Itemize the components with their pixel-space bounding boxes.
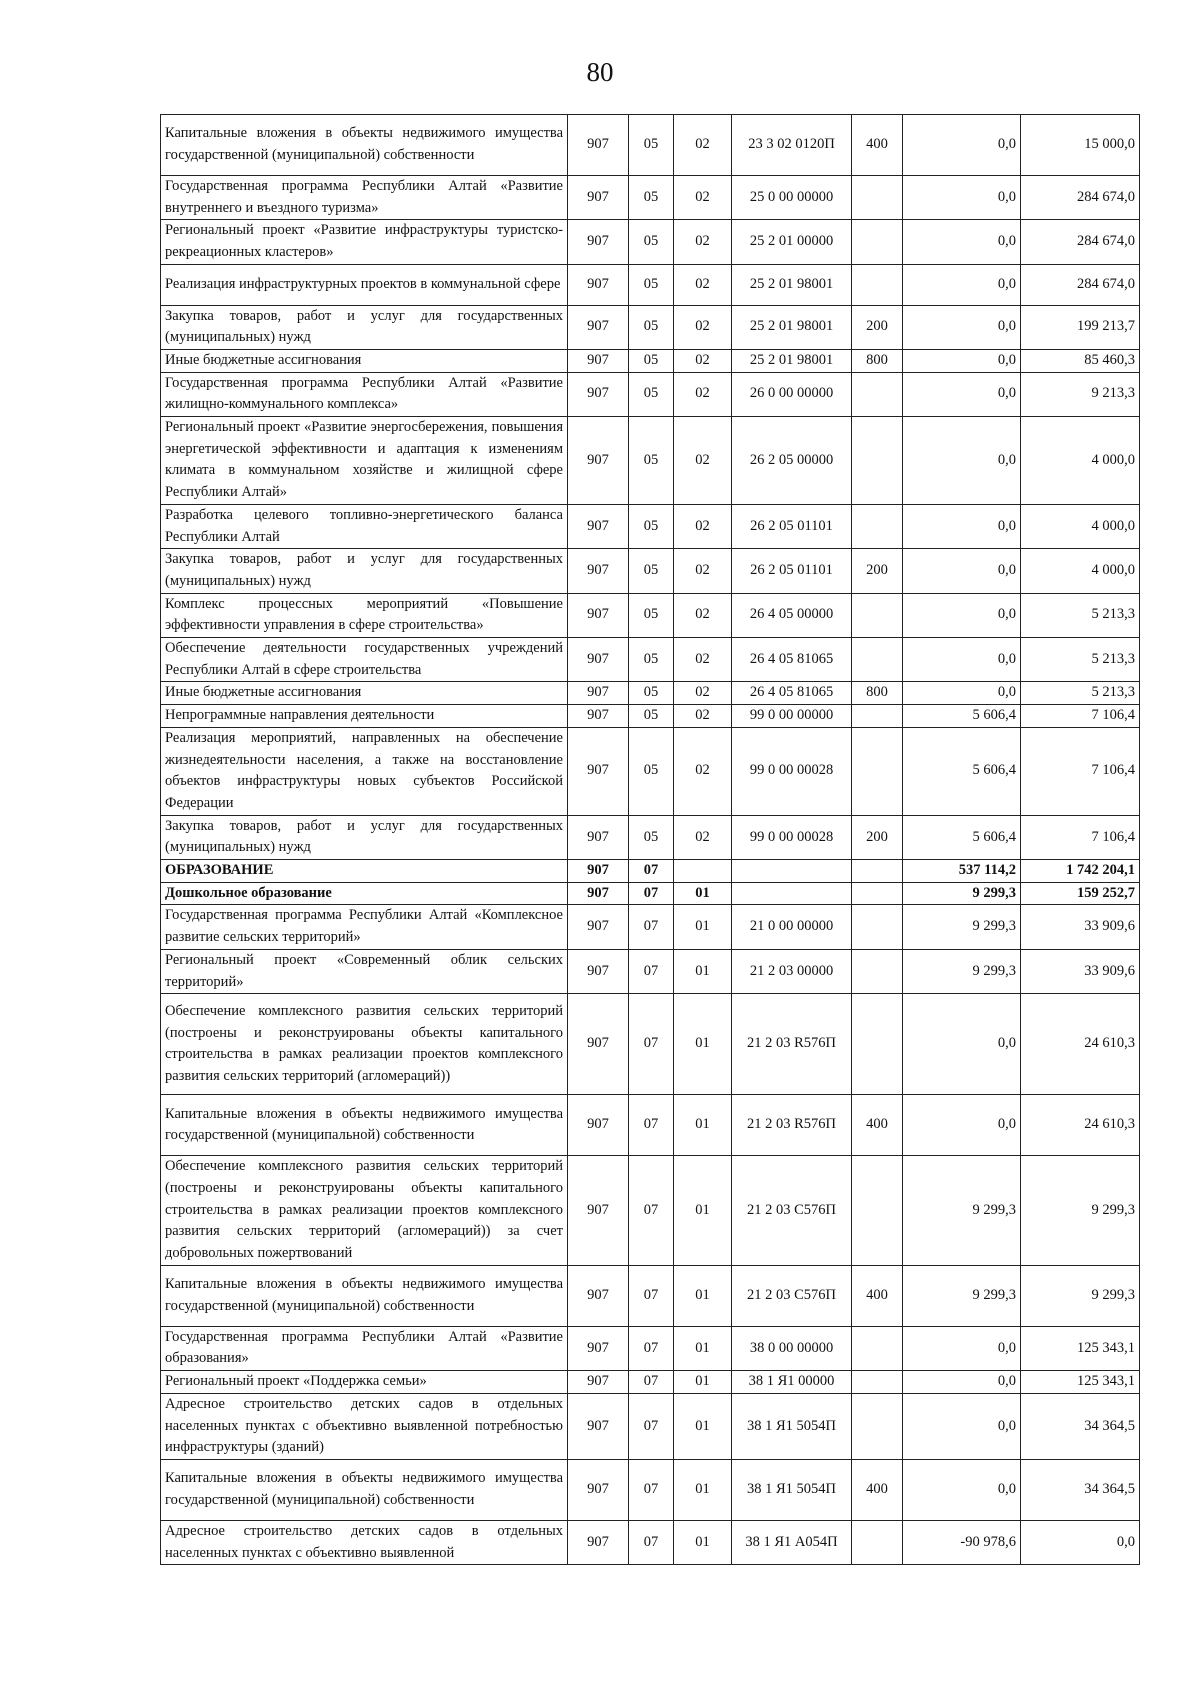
cell-amount-1: 0,0	[903, 1095, 1021, 1156]
cell-target-article: 99 0 00 00028	[732, 815, 852, 859]
table-row	[161, 905, 1140, 949]
cell-amount-1: 0,0	[903, 175, 1021, 219]
cell-ministry-code: 907	[568, 220, 629, 264]
cell-ministry-code: 907	[568, 175, 629, 219]
cell-name: Обеспечение деятельности государственных учреждений Республики Алтай в сфере строительства	[161, 638, 568, 682]
cell-expense-type	[852, 705, 903, 728]
cell-section: 05	[629, 638, 674, 682]
cell-subsection: 02	[674, 549, 732, 593]
table-row	[161, 264, 1140, 305]
cell-amount-1: 0,0	[903, 349, 1021, 372]
cell-subsection: 02	[674, 593, 732, 637]
cell-section: 07	[629, 860, 674, 883]
cell-amount-2: 9 299,3	[1021, 1156, 1140, 1266]
cell-amount-1: 0,0	[903, 115, 1021, 176]
cell-section: 07	[629, 1326, 674, 1370]
cell-amount-2: 5 213,3	[1021, 638, 1140, 682]
cell-target-article: 26 0 00 00000	[732, 372, 852, 416]
cell-section: 05	[629, 305, 674, 349]
cell-name: Капитальные вложения в объекты недвижимого имущества государственной (муниципальной) собственности	[161, 1459, 568, 1520]
cell-ministry-code: 907	[568, 593, 629, 637]
cell-ministry-code: 907	[568, 949, 629, 993]
cell-ministry-code: 907	[568, 115, 629, 176]
cell-expense-type	[852, 1156, 903, 1266]
cell-amount-2: 15 000,0	[1021, 115, 1140, 176]
cell-amount-1: 0,0	[903, 549, 1021, 593]
cell-target-article: 26 4 05 00000	[732, 593, 852, 637]
cell-name: Реализация инфраструктурных проектов в коммунальной сфере	[161, 264, 568, 305]
cell-ministry-code: 907	[568, 638, 629, 682]
cell-section: 05	[629, 349, 674, 372]
cell-amount-1: 0,0	[903, 1326, 1021, 1370]
cell-name: Региональный проект «Развитие инфраструктуры туристско-рекреационных кластеров»	[161, 220, 568, 264]
table-row	[161, 504, 1140, 548]
table-row	[161, 949, 1140, 993]
cell-section: 05	[629, 682, 674, 705]
cell-amount-1: 0,0	[903, 1371, 1021, 1394]
table-row	[161, 1326, 1140, 1370]
cell-expense-type	[852, 372, 903, 416]
cell-amount-1: 5 606,4	[903, 705, 1021, 728]
cell-amount-2: 4 000,0	[1021, 504, 1140, 548]
cell-amount-2: 7 106,4	[1021, 705, 1140, 728]
cell-name: Реализация мероприятий, направленных на обеспечение жизнедеятельности населения, а также на восстановление объектов инфраструктуры новых субъектов Российской Федерации	[161, 727, 568, 815]
cell-target-article: 21 2 03 R576П	[732, 1095, 852, 1156]
cell-subsection: 02	[674, 417, 732, 505]
cell-amount-2: 33 909,6	[1021, 949, 1140, 993]
cell-subsection: 01	[674, 1265, 732, 1326]
cell-name: Капитальные вложения в объекты недвижимого имущества государственной (муниципальной) собственности	[161, 115, 568, 176]
cell-section: 07	[629, 882, 674, 905]
cell-section: 07	[629, 994, 674, 1095]
cell-ministry-code: 907	[568, 815, 629, 859]
cell-amount-2: 5 213,3	[1021, 682, 1140, 705]
cell-name: Адресное строительство детских садов в отдельных населенных пунктах с объективно выявленной потребностью инфраструктуры (зданий)	[161, 1393, 568, 1459]
cell-ministry-code: 907	[568, 905, 629, 949]
cell-section: 07	[629, 949, 674, 993]
cell-expense-type	[852, 1326, 903, 1370]
cell-target-article: 99 0 00 00028	[732, 727, 852, 815]
cell-amount-2: 33 909,6	[1021, 905, 1140, 949]
cell-amount-1: 537 114,2	[903, 860, 1021, 883]
cell-target-article	[732, 860, 852, 883]
cell-expense-type	[852, 1520, 903, 1564]
table-row	[161, 349, 1140, 372]
cell-subsection: 02	[674, 349, 732, 372]
cell-section: 05	[629, 705, 674, 728]
table-row	[161, 1265, 1140, 1326]
cell-section: 07	[629, 905, 674, 949]
cell-expense-type: 200	[852, 549, 903, 593]
cell-target-article: 21 2 03 C576П	[732, 1265, 852, 1326]
cell-ministry-code: 907	[568, 417, 629, 505]
cell-amount-2: 9 213,3	[1021, 372, 1140, 416]
table-body	[161, 115, 1140, 1565]
cell-target-article: 25 2 01 98001	[732, 349, 852, 372]
cell-subsection: 02	[674, 372, 732, 416]
cell-amount-1: 0,0	[903, 1393, 1021, 1459]
table-row	[161, 1393, 1140, 1459]
cell-expense-type	[852, 882, 903, 905]
cell-expense-type	[852, 638, 903, 682]
cell-section: 07	[629, 1393, 674, 1459]
cell-amount-2: 0,0	[1021, 1520, 1140, 1564]
cell-ministry-code: 907	[568, 1326, 629, 1370]
cell-subsection: 01	[674, 1520, 732, 1564]
cell-section: 05	[629, 815, 674, 859]
cell-subsection: 02	[674, 815, 732, 859]
cell-target-article: 38 0 00 00000	[732, 1326, 852, 1370]
cell-name: Обеспечение комплексного развития сельских территорий (построены и реконструированы объекты капитального строительства в рамках реализации проектов комплексного развития сельских территорий (агломераций)) за счет добровольных пожертвований	[161, 1156, 568, 1266]
cell-ministry-code: 907	[568, 1371, 629, 1394]
cell-target-article: 25 2 01 98001	[732, 305, 852, 349]
table-row	[161, 882, 1140, 905]
cell-expense-type: 800	[852, 682, 903, 705]
cell-subsection: 01	[674, 1095, 732, 1156]
cell-subsection: 02	[674, 727, 732, 815]
cell-expense-type	[852, 860, 903, 883]
cell-section: 05	[629, 115, 674, 176]
cell-amount-2: 125 343,1	[1021, 1371, 1140, 1394]
cell-section: 05	[629, 372, 674, 416]
table-row	[161, 815, 1140, 859]
cell-subsection: 02	[674, 115, 732, 176]
table-row	[161, 175, 1140, 219]
cell-amount-1: 0,0	[903, 372, 1021, 416]
cell-section: 07	[629, 1459, 674, 1520]
cell-section: 07	[629, 1095, 674, 1156]
table-row	[161, 1459, 1140, 1520]
cell-amount-1: 0,0	[903, 638, 1021, 682]
cell-amount-1: 0,0	[903, 1459, 1021, 1520]
cell-amount-2: 9 299,3	[1021, 1265, 1140, 1326]
cell-ministry-code: 907	[568, 1393, 629, 1459]
cell-target-article: 25 0 00 00000	[732, 175, 852, 219]
cell-ministry-code: 907	[568, 705, 629, 728]
cell-target-article: 21 2 03 00000	[732, 949, 852, 993]
cell-target-article: 21 0 00 00000	[732, 905, 852, 949]
cell-amount-2: 4 000,0	[1021, 417, 1140, 505]
cell-amount-1: -90 978,6	[903, 1520, 1021, 1564]
cell-amount-2: 85 460,3	[1021, 349, 1140, 372]
cell-name: Непрограммные направления деятельности	[161, 705, 568, 728]
table-row	[161, 638, 1140, 682]
table-row	[161, 593, 1140, 637]
cell-section: 05	[629, 593, 674, 637]
cell-target-article: 99 0 00 00000	[732, 705, 852, 728]
cell-amount-1: 9 299,3	[903, 1265, 1021, 1326]
cell-expense-type	[852, 175, 903, 219]
cell-expense-type: 800	[852, 349, 903, 372]
cell-amount-2: 5 213,3	[1021, 593, 1140, 637]
table-row	[161, 1520, 1140, 1564]
table-row	[161, 220, 1140, 264]
cell-amount-1: 0,0	[903, 994, 1021, 1095]
cell-expense-type	[852, 1371, 903, 1394]
cell-name: Региональный проект «Поддержка семьи»	[161, 1371, 568, 1394]
cell-amount-2: 125 343,1	[1021, 1326, 1140, 1370]
cell-section: 05	[629, 175, 674, 219]
cell-expense-type	[852, 727, 903, 815]
cell-section: 05	[629, 727, 674, 815]
cell-name: Государственная программа Республики Алтай «Развитие жилищно-коммунального комплекса»	[161, 372, 568, 416]
table-row	[161, 682, 1140, 705]
cell-amount-1: 0,0	[903, 264, 1021, 305]
cell-ministry-code: 907	[568, 1156, 629, 1266]
cell-subsection: 02	[674, 264, 732, 305]
cell-ministry-code: 907	[568, 882, 629, 905]
cell-subsection: 02	[674, 504, 732, 548]
cell-amount-2: 4 000,0	[1021, 549, 1140, 593]
cell-name: Региональный проект «Современный облик сельских территорий»	[161, 949, 568, 993]
cell-subsection	[674, 860, 732, 883]
cell-amount-1: 0,0	[903, 504, 1021, 548]
cell-amount-2: 159 252,7	[1021, 882, 1140, 905]
cell-amount-2: 199 213,7	[1021, 305, 1140, 349]
cell-target-article: 26 4 05 81065	[732, 682, 852, 705]
cell-amount-1: 9 299,3	[903, 949, 1021, 993]
cell-expense-type	[852, 264, 903, 305]
cell-target-article: 38 1 Я1 00000	[732, 1371, 852, 1394]
cell-name: Капитальные вложения в объекты недвижимого имущества государственной (муниципальной) собственности	[161, 1265, 568, 1326]
cell-section: 05	[629, 220, 674, 264]
cell-expense-type: 200	[852, 305, 903, 349]
cell-ministry-code: 907	[568, 349, 629, 372]
cell-amount-2: 34 364,5	[1021, 1459, 1140, 1520]
cell-ministry-code: 907	[568, 1095, 629, 1156]
cell-target-article: 21 2 03 C576П	[732, 1156, 852, 1266]
table-row	[161, 860, 1140, 883]
table-row	[161, 549, 1140, 593]
cell-target-article: 38 1 Я1 А054П	[732, 1520, 852, 1564]
cell-amount-1: 9 299,3	[903, 1156, 1021, 1266]
cell-name: Закупка товаров, работ и услуг для государственных (муниципальных) нужд	[161, 549, 568, 593]
cell-name: Капитальные вложения в объекты недвижимого имущества государственной (муниципальной) собственности	[161, 1095, 568, 1156]
cell-ministry-code: 907	[568, 682, 629, 705]
table-row	[161, 417, 1140, 505]
cell-amount-2: 24 610,3	[1021, 1095, 1140, 1156]
cell-amount-2: 1 742 204,1	[1021, 860, 1140, 883]
cell-amount-1: 5 606,4	[903, 727, 1021, 815]
cell-name: ОБРАЗОВАНИЕ	[161, 860, 568, 883]
cell-amount-2: 7 106,4	[1021, 815, 1140, 859]
cell-name: Адресное строительство детских садов в отдельных населенных пунктах с объективно выявленной	[161, 1520, 568, 1564]
cell-amount-1: 0,0	[903, 417, 1021, 505]
table-row	[161, 1095, 1140, 1156]
cell-section: 07	[629, 1265, 674, 1326]
cell-target-article: 38 1 Я1 5054П	[732, 1393, 852, 1459]
cell-ministry-code: 907	[568, 727, 629, 815]
cell-ministry-code: 907	[568, 994, 629, 1095]
cell-name: Разработка целевого топливно-энергетического баланса Республики Алтай	[161, 504, 568, 548]
table-row	[161, 705, 1140, 728]
cell-target-article: 23 3 02 0120П	[732, 115, 852, 176]
cell-subsection: 01	[674, 1156, 732, 1266]
cell-subsection: 01	[674, 882, 732, 905]
cell-ministry-code: 907	[568, 860, 629, 883]
cell-name: Государственная программа Республики Алтай «Развитие образования»	[161, 1326, 568, 1370]
cell-subsection: 01	[674, 1459, 732, 1520]
cell-amount-1: 0,0	[903, 220, 1021, 264]
cell-target-article: 26 2 05 00000	[732, 417, 852, 505]
cell-name: Дошкольное образование	[161, 882, 568, 905]
cell-name: Обеспечение комплексного развития сельских территорий (построены и реконструированы объекты капитального строительства в рамках реализации проектов комплексного развития сельских территорий (агломераций))	[161, 994, 568, 1095]
cell-target-article: 21 2 03 R576П	[732, 994, 852, 1095]
cell-amount-2: 284 674,0	[1021, 264, 1140, 305]
cell-subsection: 01	[674, 1393, 732, 1459]
cell-expense-type	[852, 1393, 903, 1459]
cell-target-article: 26 2 05 01101	[732, 549, 852, 593]
cell-ministry-code: 907	[568, 1459, 629, 1520]
cell-section: 05	[629, 417, 674, 505]
cell-target-article: 25 2 01 00000	[732, 220, 852, 264]
cell-ministry-code: 907	[568, 1265, 629, 1326]
cell-expense-type: 400	[852, 1095, 903, 1156]
cell-expense-type	[852, 994, 903, 1095]
cell-target-article: 38 1 Я1 5054П	[732, 1459, 852, 1520]
cell-amount-1: 0,0	[903, 682, 1021, 705]
table-row	[161, 1371, 1140, 1394]
cell-name: Иные бюджетные ассигнования	[161, 349, 568, 372]
cell-amount-2: 7 106,4	[1021, 727, 1140, 815]
cell-section: 07	[629, 1371, 674, 1394]
cell-name: Закупка товаров, работ и услуг для государственных (муниципальных) нужд	[161, 305, 568, 349]
cell-target-article: 26 2 05 01101	[732, 504, 852, 548]
cell-expense-type	[852, 949, 903, 993]
table-row	[161, 115, 1140, 176]
cell-expense-type: 400	[852, 115, 903, 176]
cell-section: 07	[629, 1520, 674, 1564]
cell-target-article	[732, 882, 852, 905]
cell-amount-2: 284 674,0	[1021, 220, 1140, 264]
table-row	[161, 727, 1140, 815]
cell-subsection: 01	[674, 905, 732, 949]
cell-ministry-code: 907	[568, 549, 629, 593]
cell-amount-2: 24 610,3	[1021, 994, 1140, 1095]
cell-expense-type	[852, 905, 903, 949]
budget-table	[160, 114, 1140, 1565]
cell-ministry-code: 907	[568, 504, 629, 548]
cell-amount-1: 5 606,4	[903, 815, 1021, 859]
cell-ministry-code: 907	[568, 1520, 629, 1564]
cell-subsection: 02	[674, 175, 732, 219]
cell-amount-2: 284 674,0	[1021, 175, 1140, 219]
cell-subsection: 02	[674, 705, 732, 728]
cell-ministry-code: 907	[568, 264, 629, 305]
cell-amount-1: 0,0	[903, 305, 1021, 349]
cell-expense-type	[852, 220, 903, 264]
cell-section: 05	[629, 264, 674, 305]
cell-subsection: 01	[674, 1326, 732, 1370]
cell-expense-type	[852, 417, 903, 505]
cell-subsection: 01	[674, 949, 732, 993]
cell-subsection: 02	[674, 220, 732, 264]
cell-name: Региональный проект «Развитие энергосбережения, повышения энергетической эффективности и адаптация к изменениям климата в коммунальном хозяйстве и жилищной сфере Республики Алтай»	[161, 417, 568, 505]
cell-amount-2: 34 364,5	[1021, 1393, 1140, 1459]
cell-amount-1: 9 299,3	[903, 905, 1021, 949]
cell-section: 05	[629, 549, 674, 593]
cell-expense-type: 200	[852, 815, 903, 859]
cell-ministry-code: 907	[568, 305, 629, 349]
table-row	[161, 372, 1140, 416]
cell-name: Комплекс процессных мероприятий «Повышение эффективности управления в сфере строительства»	[161, 593, 568, 637]
cell-subsection: 02	[674, 305, 732, 349]
cell-subsection: 02	[674, 638, 732, 682]
cell-name: Государственная программа Республики Алтай «Комплексное развитие сельских территорий»	[161, 905, 568, 949]
table-row	[161, 305, 1140, 349]
page-number: 80	[586, 57, 614, 87]
cell-amount-1: 0,0	[903, 593, 1021, 637]
cell-expense-type: 400	[852, 1459, 903, 1520]
table-row	[161, 1156, 1140, 1266]
cell-subsection: 02	[674, 682, 732, 705]
cell-name: Иные бюджетные ассигнования	[161, 682, 568, 705]
cell-subsection: 01	[674, 994, 732, 1095]
cell-target-article: 26 4 05 81065	[732, 638, 852, 682]
cell-amount-1: 9 299,3	[903, 882, 1021, 905]
cell-subsection: 01	[674, 1371, 732, 1394]
cell-expense-type: 400	[852, 1265, 903, 1326]
cell-target-article: 25 2 01 98001	[732, 264, 852, 305]
table-row	[161, 994, 1140, 1095]
cell-expense-type	[852, 504, 903, 548]
cell-expense-type	[852, 593, 903, 637]
cell-section: 07	[629, 1156, 674, 1266]
cell-name: Закупка товаров, работ и услуг для государственных (муниципальных) нужд	[161, 815, 568, 859]
cell-name: Государственная программа Республики Алтай «Развитие внутреннего и въездного туризма»	[161, 175, 568, 219]
cell-section: 05	[629, 504, 674, 548]
cell-ministry-code: 907	[568, 372, 629, 416]
